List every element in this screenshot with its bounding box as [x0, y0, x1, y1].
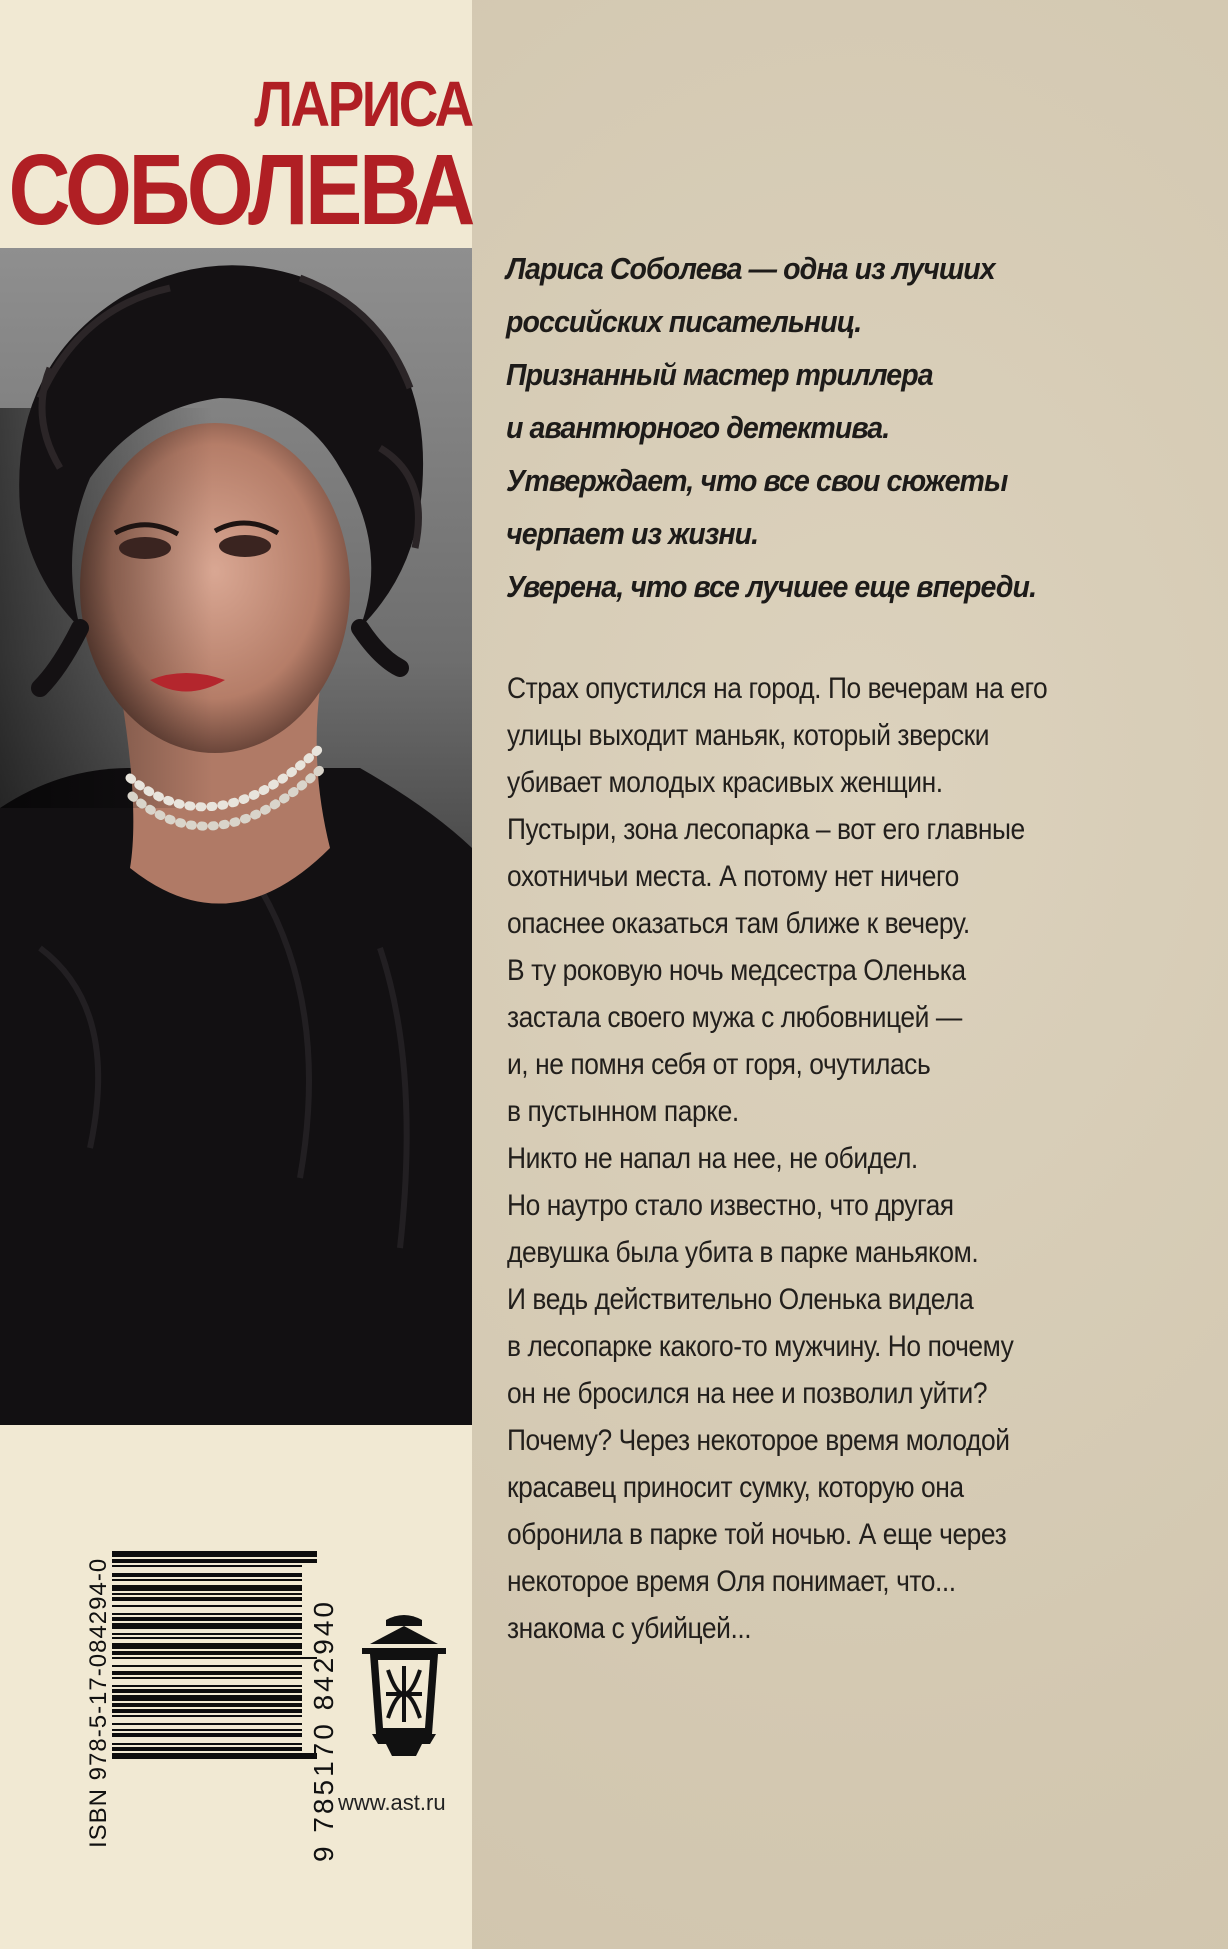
- blurb-line: в пустынном парке.: [507, 1095, 739, 1128]
- blurb-line: девушка была убита в парке маньяком.: [507, 1236, 979, 1269]
- tagline-line: Признанный мастер триллера: [506, 357, 933, 392]
- author-portrait-illustration: [0, 248, 472, 1425]
- barcode-bar: [112, 1559, 317, 1563]
- ean-digits: 9 785170 842940: [308, 1599, 339, 1862]
- barcode-bar: [112, 1703, 302, 1707]
- barcode-bar: [112, 1657, 317, 1659]
- blurb-line: В ту роковую ночь медсестра Оленька: [507, 954, 966, 987]
- author-first-name: ЛАРИСА: [254, 68, 472, 140]
- barcode-bar: [112, 1613, 302, 1615]
- blurb-line: застала своего мужа с любовницей —: [507, 1001, 962, 1034]
- barcode-bar: [112, 1643, 302, 1649]
- barcode-bar: [112, 1637, 302, 1639]
- barcode-bar: [112, 1605, 302, 1607]
- barcode-bar: [112, 1677, 302, 1679]
- blurb-line: Страх опустился на город. По вечерам на его: [507, 672, 1048, 705]
- barcode-bar: [112, 1585, 302, 1591]
- blurb-line: Но наутро стало известно, что другая: [507, 1189, 954, 1222]
- tagline-line: российских писательниц.: [506, 304, 862, 339]
- barcode-bar: [112, 1733, 302, 1737]
- barcode-bar: [112, 1689, 302, 1693]
- barcode-bar: [112, 1709, 302, 1713]
- isbn-label: ISBN 978-5-17-084294-0: [85, 1557, 112, 1848]
- barcode-bar: [112, 1665, 302, 1667]
- blurb-line: обронила в парке той ночью. А еще через: [507, 1518, 1007, 1551]
- blurb-line: опаснее оказаться там ближе к вечеру.: [507, 907, 970, 940]
- barcode-bar: [112, 1729, 302, 1731]
- blurb-line: улицы выходит маньяк, который зверски: [507, 719, 990, 752]
- barcode-bar: [112, 1685, 302, 1687]
- lantern-zh-icon: [356, 1610, 452, 1758]
- blurb-line: красавец приносит сумку, которую она: [507, 1471, 964, 1504]
- barcode-bar: [112, 1551, 317, 1557]
- blurb-line: убивает молодых красивых женщин.: [507, 766, 943, 799]
- tagline-line: Уверена, что все лучшее еще впереди.: [506, 569, 1037, 604]
- barcode-bar: [112, 1623, 302, 1629]
- barcode-bar: [112, 1753, 317, 1759]
- blurb-line: Почему? Через некоторое время молодой: [507, 1424, 1010, 1457]
- tagline-line: Утверждает, что все свои сюжеты: [506, 463, 1008, 498]
- barcode-bar: [112, 1747, 302, 1751]
- barcode-bar: [112, 1695, 302, 1701]
- barcode-bar: [112, 1579, 302, 1581]
- barcode-bar: [112, 1715, 302, 1717]
- blurb-line: Никто не напал на нее, не обидел.: [507, 1142, 918, 1175]
- barcode-bar: [112, 1597, 302, 1601]
- barcode: [112, 1551, 317, 1836]
- barcode-bar: [112, 1573, 302, 1577]
- tagline-line: черпает из жизни.: [506, 516, 759, 551]
- blurb-line: в лесопарке какого-то мужчину. Но почему: [507, 1330, 1014, 1363]
- blurb-line: некоторое время Оля понимает, что...: [507, 1565, 956, 1598]
- barcode-bar: [112, 1593, 302, 1595]
- book-blurb: [507, 665, 1207, 1652]
- barcode-bar: [112, 1633, 302, 1635]
- blurb-line: он не бросился на нее и позволил уйти?: [507, 1377, 988, 1410]
- barcode-bar: [112, 1723, 302, 1725]
- barcode-bar: [112, 1651, 302, 1655]
- publisher-website[interactable]: www.ast.ru: [338, 1790, 446, 1815]
- barcode-bar: [112, 1743, 302, 1745]
- barcode-bar: [112, 1617, 302, 1621]
- author-tagline: [506, 242, 1206, 613]
- barcode-bar: [112, 1565, 302, 1567]
- author-last-name: СОБОЛЕВА: [8, 134, 472, 246]
- blurb-line: И ведь действительно Оленька видела: [507, 1283, 974, 1316]
- blurb-line: охотничьи места. А потому нет ничего: [507, 860, 959, 893]
- blurb-line: знакома с убийцей...: [507, 1612, 752, 1645]
- tagline-line: Лариса Соболева — одна из лучших: [506, 251, 995, 286]
- author-photo: [0, 248, 472, 1425]
- tagline-line: и авантюрного детектива.: [506, 410, 890, 445]
- blurb-line: и, не помня себя от горя, очутилась: [507, 1048, 931, 1081]
- barcode-bar: [112, 1671, 302, 1675]
- blurb-line: Пустыри, зона лесопарка – вот его главные: [507, 813, 1025, 846]
